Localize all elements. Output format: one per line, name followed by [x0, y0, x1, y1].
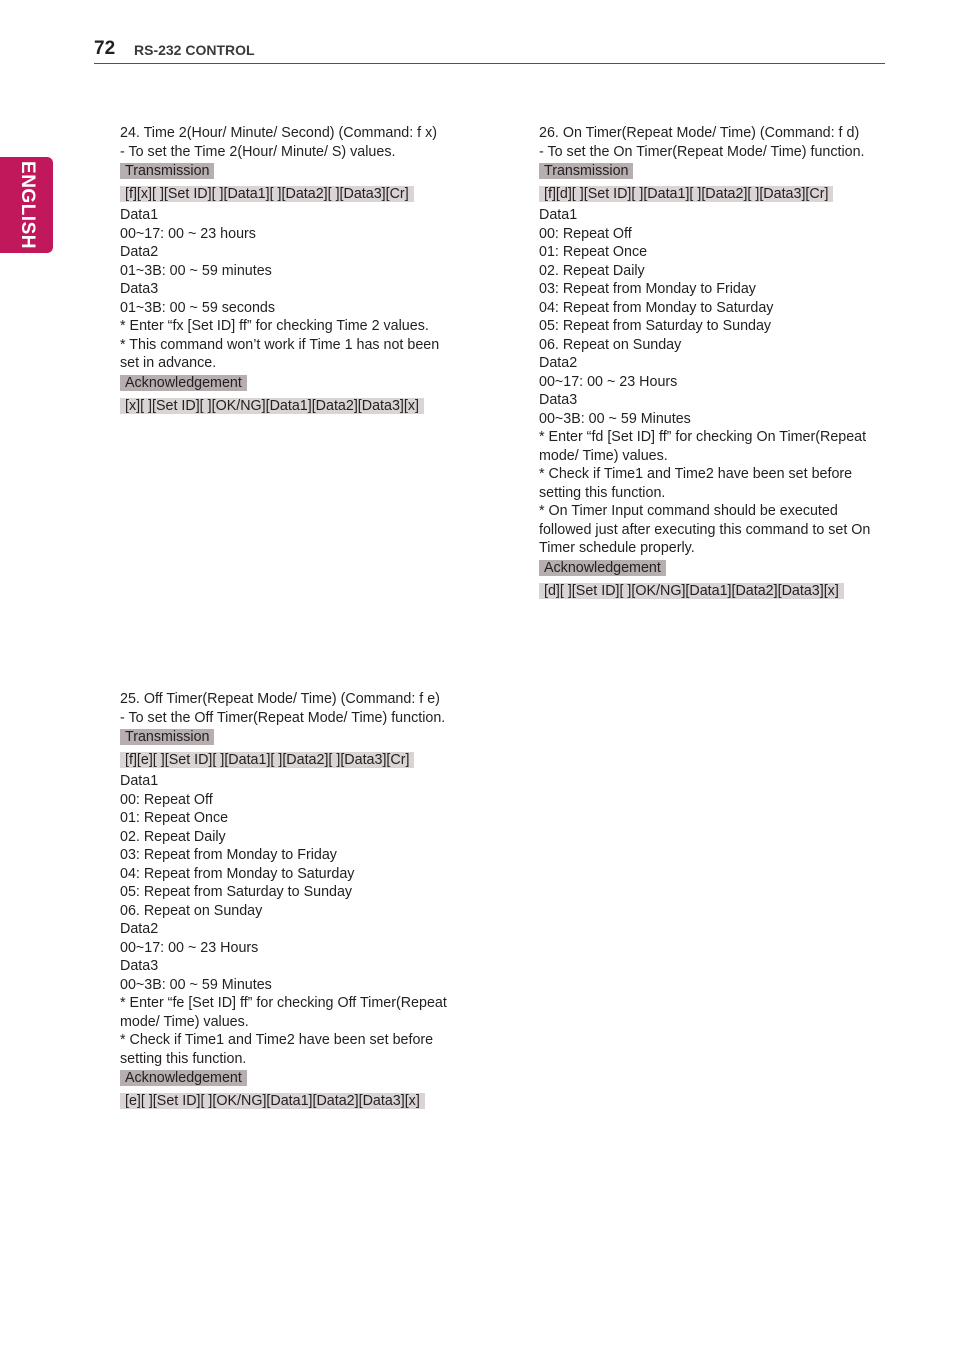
- body-line: 01~3B: 00 ~ 59 minutes: [120, 262, 272, 279]
- language-tab: [0, 157, 53, 253]
- body-line: 00: Repeat Off: [539, 225, 632, 242]
- command-description: - To set the Off Timer(Repeat Mode/ Time) function.: [120, 709, 446, 726]
- body-line: 02. Repeat Daily: [120, 828, 226, 845]
- body-line: 03: Repeat from Monday to Friday: [120, 847, 337, 863]
- body-line: Data2: [539, 355, 578, 371]
- body-line: * On Timer Input command should be executed: [539, 503, 838, 519]
- body-lines: [539, 206, 870, 558]
- transmission-label: Transmission: [539, 163, 633, 179]
- body-line: Data1: [539, 207, 578, 223]
- acknowledgement-label: Acknowledgement: [120, 1070, 247, 1086]
- acknowledgement-code: [e][ ][Set ID][ ][OK/NG][Data1][Data2][Data3][x]: [120, 1093, 425, 1109]
- body-line: mode/ Time) values.: [539, 447, 668, 464]
- transmission-label: Transmission: [120, 163, 214, 179]
- body-line: 01: Repeat Once: [539, 244, 648, 260]
- body-line: 04: Repeat from Monday to Saturday: [120, 865, 355, 882]
- body-line: Data3: [539, 392, 578, 408]
- body-line: * Check if Time1 and Time2 have been set before: [120, 1032, 434, 1048]
- page-number: 72: [94, 38, 116, 59]
- section-24: [120, 124, 439, 418]
- body-line: setting this function.: [120, 1050, 247, 1067]
- body-lines: [120, 206, 439, 373]
- body-line: 01: Repeat Once: [120, 810, 229, 826]
- command-description: - To set the Time 2(Hour/ Minute/ S) values.: [120, 143, 396, 160]
- body-line: Data1: [120, 773, 159, 789]
- body-line: 00: Repeat Off: [120, 791, 213, 808]
- transmission-label: Transmission: [120, 729, 214, 745]
- body-line: 06. Repeat on Sunday: [539, 336, 682, 353]
- section-26: [539, 124, 870, 603]
- body-line: Data2: [120, 244, 159, 260]
- body-line: 00~17: 00 ~ 23 Hours: [120, 939, 259, 956]
- body-line: * This command won’t work if Time 1 has not been: [120, 336, 440, 353]
- acknowledgement-label: Acknowledgement: [539, 560, 666, 576]
- body-line: 01~3B: 00 ~ 59 seconds: [120, 299, 276, 316]
- body-line: Data2: [120, 921, 159, 937]
- section-25: [120, 690, 447, 1113]
- body-line: 00~17: 00 ~ 23 Hours: [539, 373, 678, 390]
- body-line: 06. Repeat on Sunday: [120, 902, 263, 919]
- body-line: 05: Repeat from Saturday to Sunday: [539, 318, 772, 334]
- command-title: 25. Off Timer(Repeat Mode/ Time) (Command: f e): [120, 691, 440, 707]
- acknowledgement-code: [d][ ][Set ID][ ][OK/NG][Data1][Data2][Data3][x]: [539, 583, 844, 599]
- body-line: set in advance.: [120, 355, 217, 371]
- body-line: Data3: [120, 281, 159, 297]
- body-line: 02. Repeat Daily: [539, 262, 645, 279]
- body-line: setting this function.: [539, 484, 666, 501]
- command-title: 26. On Timer(Repeat Mode/ Time) (Command: f d): [539, 125, 860, 141]
- body-line: 03: Repeat from Monday to Friday: [539, 281, 756, 297]
- body-line: * Enter “fd [Set ID] ff” for checking On Timer(Repeat: [539, 429, 867, 445]
- body-line: 05: Repeat from Saturday to Sunday: [120, 884, 353, 900]
- body-line: 04: Repeat from Monday to Saturday: [539, 299, 774, 316]
- command-description: - To set the On Timer(Repeat Mode/ Time) function.: [539, 143, 865, 160]
- body-line: Data1: [120, 207, 159, 223]
- body-line: 00~3B: 00 ~ 59 Minutes: [539, 410, 691, 427]
- body-line: * Enter “fx [Set ID] ff” for checking Time 2 values.: [120, 318, 429, 334]
- acknowledgement-code: [x][ ][Set ID][ ][OK/NG][Data1][Data2][Data3][x]: [120, 398, 424, 414]
- body-line: mode/ Time) values.: [120, 1013, 249, 1030]
- body-line: followed just after executing this command to set On: [539, 521, 871, 538]
- transmission-code: [f][d][ ][Set ID][ ][Data1][ ][Data2][ ][Data3][Cr]: [539, 186, 833, 202]
- body-line: Timer schedule properly.: [539, 540, 695, 556]
- command-title: 24. Time 2(Hour/ Minute/ Second) (Command: f x): [120, 125, 438, 141]
- body-lines: [120, 772, 447, 1068]
- transmission-code: [f][x][ ][Set ID][ ][Data1][ ][Data2][ ][Data3][Cr]: [120, 186, 414, 202]
- body-line: * Enter “fe [Set ID] ff” for checking Off Timer(Repeat: [120, 995, 447, 1011]
- language-tab-label: ENGLISH: [16, 161, 38, 249]
- body-line: * Check if Time1 and Time2 have been set before: [539, 466, 853, 482]
- body-line: Data3: [120, 958, 159, 974]
- body-line: 00~3B: 00 ~ 59 Minutes: [120, 976, 272, 993]
- transmission-code: [f][e][ ][Set ID][ ][Data1][ ][Data2][ ][Data3][Cr]: [120, 752, 414, 768]
- section-title: RS-232 CONTROL: [134, 42, 255, 58]
- page-header: [94, 38, 885, 64]
- body-line: 00~17: 00 ~ 23 hours: [120, 225, 256, 242]
- acknowledgement-label: Acknowledgement: [120, 375, 247, 391]
